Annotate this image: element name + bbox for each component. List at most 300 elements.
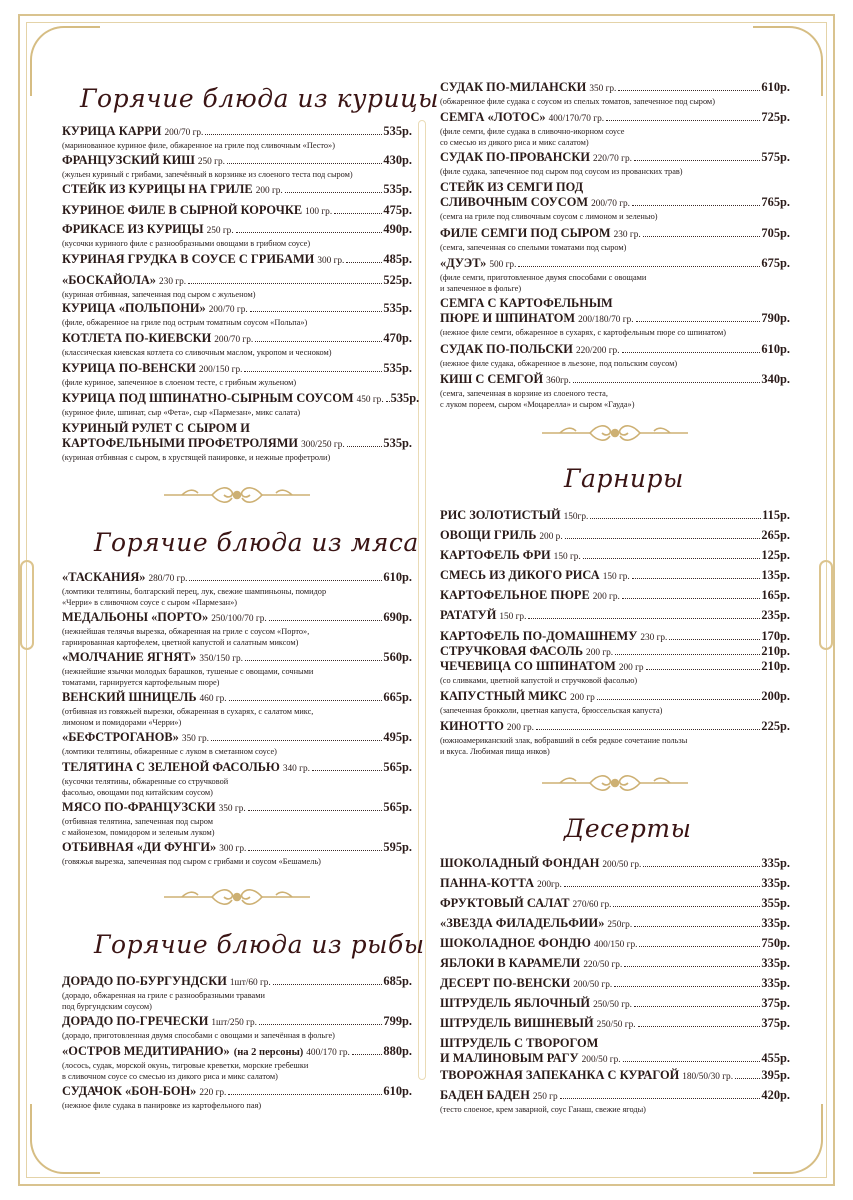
menu-item-description: (ломтики телятины, обжаренные с луком в сметанном соусе): [62, 747, 277, 756]
menu-item-price: 575р.: [761, 150, 790, 164]
menu-item-row: [62, 273, 412, 290]
menu-item-weight: 460 гр.: [199, 694, 227, 704]
menu-item-name: «БЕФСТРОГАНОВ»: [62, 730, 179, 744]
dot-leader: [205, 134, 382, 135]
menu-item-row: [440, 342, 790, 359]
dot-leader: [273, 984, 383, 985]
dot-leader: [583, 558, 761, 559]
menu-item-row: [440, 1068, 790, 1085]
menu-item-row: [440, 719, 790, 736]
menu-item: [62, 730, 412, 758]
menu-item-name: ШОКОЛАДНОЕ ФОНДЮ: [440, 936, 591, 950]
menu-item-row: [62, 182, 412, 199]
menu-item-weight: 200/50 гр.: [573, 980, 613, 990]
menu-item-row: [440, 110, 790, 127]
menu-item: [440, 548, 790, 565]
menu-item: [62, 650, 412, 688]
menu-item: [62, 273, 412, 301]
menu-item-row: [440, 508, 790, 525]
menu-item-weight: 250/50 гр.: [593, 1000, 632, 1010]
menu-item-weight: 220/50 гр.: [583, 960, 623, 970]
dot-leader: [634, 160, 760, 161]
menu-item-weight: 360гр.: [546, 376, 571, 386]
menu-item-name: ШТРУДЕЛЬ ВИШНЕВЫЙ: [440, 1016, 594, 1030]
dot-leader: [615, 654, 760, 655]
menu-item-weight: 200 гр.: [586, 648, 614, 658]
menu-item-weight: 150 гр.: [499, 612, 527, 622]
menu-item-description: (филе судака, запеченное под сыром под соусом из прованских трав): [440, 167, 683, 176]
menu-item-row: [62, 153, 412, 170]
menu-item-price: 535р.: [383, 182, 412, 196]
menu-item-weight: 200/70 гр.: [208, 305, 248, 315]
menu-item-weight: 250 гр.: [206, 226, 234, 236]
dot-leader: [211, 740, 383, 741]
menu-item: [440, 180, 790, 223]
menu-item-name: ТЕЛЯТИНА С ЗЕЛЕНОЙ ФАСОЛЬЮ: [62, 760, 280, 774]
menu-item-name: МЯСО ПО-ФРАНЦУЗСКИ: [62, 800, 216, 814]
side-ornament-icon: [819, 560, 833, 650]
menu-item-name: КОТЛЕТА ПО-КИЕВСКИ: [62, 331, 212, 345]
dot-leader: [622, 598, 761, 599]
menu-item-weight: 230 гр.: [613, 230, 641, 240]
menu-item-row: [440, 150, 790, 167]
dot-leader: [312, 770, 382, 771]
dot-leader: [248, 810, 383, 811]
dot-leader: [255, 341, 382, 342]
menu-item-row: [440, 548, 790, 565]
menu-item-row: [440, 1051, 790, 1068]
menu-item-description: фасолью, овощами под китайским соусом): [62, 787, 213, 797]
menu-item-price: 535р.: [383, 436, 412, 450]
dot-leader: [285, 192, 383, 193]
menu-item-price: 135р.: [761, 568, 790, 582]
menu-item: [440, 1068, 790, 1085]
dot-leader: [606, 120, 760, 121]
dot-leader: [636, 321, 761, 322]
menu-item-weight: 200 гр.: [592, 592, 620, 602]
dot-leader: [597, 699, 761, 700]
menu-item-price: 490р.: [383, 222, 412, 236]
menu-item-description: (филе куриное, запеченное в слоеном тесте, с грибным жульеном): [62, 378, 297, 387]
menu-item-description: (нежное филе судака, обжаренное в льезоне, под польским соусом): [440, 359, 678, 368]
menu-item-description: и запеченное в фольге): [440, 283, 522, 293]
menu-item: [62, 570, 412, 608]
menu-item-price: 455р.: [761, 1051, 790, 1065]
menu-item-price: 565р.: [383, 800, 412, 814]
menu-item-name: КУРИНАЯ ГРУДКА В СОУСЕ С ГРИБАМИ: [62, 252, 315, 266]
menu-item-description: (филе семги, филе судака в сливочно-икорном соусе: [440, 127, 625, 136]
menu-item-price: 335р.: [761, 856, 790, 870]
menu-item-name: КУРИЦА ПО-ВЕНСКИ: [62, 361, 196, 375]
menu-item-description: под бургундским соусом): [62, 1001, 152, 1011]
menu-item-price: 750р.: [761, 936, 790, 950]
menu-item-name: РАТАТУЙ: [440, 608, 497, 622]
menu-item-name: «БОСКАЙОЛА»: [62, 273, 157, 287]
menu-item-weight: 350 гр.: [218, 804, 246, 814]
menu-item-price: 355р.: [761, 896, 790, 910]
menu-item-name: СМЕСЬ ИЗ ДИКОГО РИСА: [440, 568, 600, 582]
menu-item-description: (нежное филе судака в панировке из картофельного пая): [62, 1101, 262, 1110]
menu-item: [440, 80, 790, 108]
menu-item-row: [62, 760, 412, 777]
menu-item-description: со смесью из дикого риса и микс салатом): [440, 137, 589, 147]
menu-item-price: 420р.: [761, 1088, 790, 1102]
menu-item-name: «МОЛЧАНИЕ ЯГНЯТ»: [62, 650, 197, 664]
divider-ornament-icon: [540, 422, 690, 442]
menu-item-price: 485р.: [383, 252, 412, 266]
dot-leader: [638, 1026, 761, 1027]
menu-item: [440, 588, 790, 605]
menu-item-price: 210р.: [761, 644, 790, 658]
menu-item-weight: 250 гр.: [197, 157, 225, 167]
menu-item-row: [440, 856, 790, 873]
dot-leader: [229, 700, 383, 701]
dot-leader: [245, 660, 382, 661]
menu-item-row: [440, 1036, 790, 1051]
divider-ornament-icon: [162, 484, 312, 504]
menu-item-weight: 200/50 гр.: [581, 1055, 621, 1065]
menu-item-price: 790р.: [761, 311, 790, 325]
menu-item: [440, 608, 790, 625]
menu-item-name: СТЕЙК ИЗ СЕМГИ ПОД: [440, 180, 584, 194]
menu-item-row: [440, 608, 790, 625]
menu-item: [440, 256, 790, 294]
menu-item: [440, 936, 790, 953]
menu-item-description: (семга, запеченная в корзине из слоеного теста,: [440, 389, 608, 398]
menu-item: [62, 1044, 412, 1082]
dot-leader: [248, 850, 382, 851]
menu-item-row: [440, 180, 790, 195]
menu-item-description: лимоном и помидорами «Черри»): [62, 717, 182, 727]
menu-item: [62, 203, 412, 220]
menu-item-weight: 280/70 гр.: [148, 574, 188, 584]
menu-item: [62, 182, 412, 199]
menu-item-weight: 300/250 гр.: [301, 440, 345, 450]
menu-item-name: СУДАК ПО-ПРОВАНСКИ: [440, 150, 590, 164]
dot-leader: [613, 906, 760, 907]
menu-item-price: 375р.: [761, 996, 790, 1010]
menu-item: [62, 800, 412, 838]
menu-item-weight: 400/170/70 гр.: [548, 114, 605, 124]
menu-item-name: СУДАК ПО-МИЛАНСКИ: [440, 80, 587, 94]
menu-item: [440, 896, 790, 913]
menu-item: [440, 659, 790, 687]
dot-leader: [669, 639, 760, 640]
menu-item: [62, 252, 412, 269]
dot-leader: [622, 352, 761, 353]
dot-leader: [564, 886, 761, 887]
menu-item-row: [62, 1014, 412, 1031]
menu-item-name: КУРИНЫЙ РУЛЕТ С СЫРОМ И: [62, 421, 250, 435]
side-ornament-icon: [20, 560, 34, 650]
menu-item-price: 395р.: [761, 1068, 790, 1082]
menu-item-weight: 200 р.: [539, 532, 563, 542]
menu-item: [440, 689, 790, 717]
menu-item-row: [62, 331, 412, 348]
menu-item-weight: 200/70 гр.: [164, 128, 204, 138]
menu-item-price: 525р.: [383, 273, 412, 287]
menu-item-row: [440, 195, 790, 212]
menu-item-row: [62, 1044, 412, 1061]
menu-item-name: ПЮРЕ И ШПИНАТОМ: [440, 311, 576, 325]
menu-item-row: [62, 301, 412, 318]
menu-item-row: [62, 610, 412, 627]
menu-item-name: ОВОЩИ ГРИЛЬ: [440, 528, 537, 542]
menu-item-weight: 200 гр: [570, 693, 595, 703]
menu-item-weight: 200 гр.: [255, 186, 283, 196]
menu-item-row: [62, 1084, 412, 1101]
menu-item-name: ФРУКТОВЫЙ САЛАТ: [440, 896, 570, 910]
menu-item-name: МЕДАЛЬОНЫ «ПОРТО»: [62, 610, 209, 624]
menu-item: [62, 153, 412, 181]
menu-item-name: СЕМГА «ЛОТОС»: [440, 110, 546, 124]
menu-item-row: [440, 80, 790, 97]
corner-ornament-icon: [30, 1104, 100, 1174]
dot-leader: [643, 236, 761, 237]
menu-item-row: [440, 568, 790, 585]
menu-item-description: «Черри» в сливочном соусе с сыром «Пармезан»): [62, 597, 238, 607]
menu-item-weight: 300 гр.: [219, 844, 247, 854]
menu-item-row: [62, 570, 412, 587]
menu-item-weight: 1шт/60 гр.: [229, 978, 271, 988]
menu-item: [440, 1016, 790, 1033]
menu-item-price: 799р.: [383, 1014, 412, 1028]
menu-item-description: (обжаренное филе судака с соусом из спелых томатов, запеченное под сыром): [440, 97, 715, 106]
menu-item-row: [440, 1016, 790, 1033]
menu-item: [62, 1084, 412, 1112]
menu-item-name: КАРТОФЕЛЬНОЕ ПЮРЕ: [440, 588, 590, 602]
menu-item-description: (дорадо, приготовленная двумя способами с овощами и запечённая в фольге): [62, 1031, 335, 1040]
section-title-sides: Гарниры: [564, 464, 684, 493]
dot-leader: [346, 262, 382, 263]
menu-item-description: в сливочном соусе со смесью из дикого риса и микс салатом): [62, 1071, 278, 1081]
menu-item-weight: 400/170 гр.: [306, 1048, 350, 1058]
menu-item-weight: 500 гр.: [489, 260, 517, 270]
menu-item-price: 165р.: [761, 588, 790, 602]
menu-item-row: [62, 361, 412, 378]
menu-item-weight: 230 гр.: [640, 633, 668, 643]
menu-item-description: (лосось, судак, морской окунь, тигровые креветки, морские гребешки: [62, 1061, 309, 1070]
menu-item-description: (классическая киевская котлета со сливочным маслом, укропом и чесноком): [62, 348, 332, 357]
menu-item-price: 235р.: [761, 608, 790, 622]
menu-item-price: 225р.: [761, 719, 790, 733]
menu-item: [62, 391, 420, 419]
dot-leader: [634, 926, 760, 927]
menu-item-price: 265р.: [761, 528, 790, 542]
menu-item-name: ОТБИВНАЯ «ДИ ФУНГИ»: [62, 840, 217, 854]
menu-item-price: 170р.: [761, 629, 790, 643]
menu-item: [440, 976, 790, 993]
dot-leader: [244, 371, 382, 372]
menu-item-name: И МАЛИНОВЫМ РАГУ: [440, 1051, 579, 1065]
menu-item: [62, 222, 412, 250]
dot-leader: [565, 538, 761, 539]
menu-item: [440, 372, 790, 410]
dot-leader: [518, 266, 760, 267]
menu-item-name: СТЕЙК ИЗ КУРИЦЫ НА ГРИЛЕ: [62, 182, 253, 196]
dot-leader: [646, 669, 761, 670]
menu-item-row: [440, 588, 790, 605]
menu-item: [62, 610, 412, 648]
menu-item-description: (семга, запеченная со спелыми томатами под сыром): [440, 243, 627, 252]
divider-ornament-icon: [162, 886, 312, 906]
dot-leader: [639, 946, 760, 947]
menu-item-name: ШТРУДЕЛЬ ЯБЛОЧНЫЙ: [440, 996, 591, 1010]
menu-item-name: КИШ С СЕМГОЙ: [440, 372, 544, 386]
menu-item-name: КАРТОФЕЛЬНЫМИ ПРОФЕТРОЛЯМИ: [62, 436, 299, 450]
menu-item-name: ЯБЛОКИ В КАРАМЕЛИ: [440, 956, 581, 970]
menu-item: [440, 528, 790, 545]
menu-item-price: 535р.: [383, 301, 412, 315]
menu-item: [62, 421, 412, 464]
menu-item-description: (филе семги, приготовленное двумя способами с овощами: [440, 273, 647, 282]
menu-item-row: [440, 311, 790, 328]
dot-leader: [250, 311, 383, 312]
menu-item-name: «ОСТРОВ МЕДИТИРАНИО»: [62, 1044, 230, 1058]
menu-item: [440, 1036, 790, 1068]
menu-item: [440, 916, 790, 933]
menu-item-description: (куриная отбивная с сыром, в хрустящей панировке, и нежные профетроли): [62, 453, 331, 462]
menu-item-name: КУРИНОЕ ФИЛЕ В СЫРНОЙ КОРОЧКЕ: [62, 203, 303, 217]
menu-item-price: 595р.: [383, 840, 412, 854]
menu-item-price: 565р.: [383, 760, 412, 774]
menu-item: [440, 226, 790, 254]
menu-item-name: КАРТОФЕЛЬ ФРИ: [440, 548, 551, 562]
menu-item-row: [62, 203, 412, 220]
menu-item-description: с луком пореем, сыром «Моцарелла» и сыром «Гауда»): [440, 399, 635, 409]
menu-item-description: (жульен куриный с грибами, запечённый в корзинке из слоеного теста под сыром): [62, 170, 353, 179]
menu-item-name: ФРИКАСЕ ИЗ КУРИЦЫ: [62, 222, 204, 236]
menu-item: [440, 956, 790, 973]
menu-item-weight: 400/150 гр.: [593, 940, 638, 950]
menu-item-description: (ломтики телятины, болгарский перец, лук, свежие шампиньоны, помидор: [62, 587, 327, 596]
menu-item-description: (дорадо, обжаренная на гриле с разнообразными травами: [62, 991, 265, 1000]
menu-item-row: [440, 896, 790, 913]
menu-item-price: 725р.: [761, 110, 790, 124]
menu-item: [62, 760, 412, 798]
menu-item-price: 335р.: [761, 876, 790, 890]
dot-leader: [623, 1061, 761, 1062]
menu-item-price: 200р.: [761, 689, 790, 703]
menu-item-price: 560р.: [383, 650, 412, 664]
menu-item: [62, 974, 412, 1012]
menu-item-description: (запеченная брокколи, цветная капуста, брюссельская капуста): [440, 706, 663, 715]
menu-item-price: 340р.: [761, 372, 790, 386]
dot-leader: [188, 283, 382, 284]
menu-item-row: [440, 528, 790, 545]
menu-item-row: [62, 252, 412, 269]
menu-item: [440, 342, 790, 370]
dot-leader: [536, 729, 760, 730]
menu-item-price: 125р.: [761, 548, 790, 562]
menu-item-name: БАДЕН БАДЕН: [440, 1088, 530, 1102]
menu-item-name: ШОКОЛАДНЫЙ ФОНДАН: [440, 856, 600, 870]
menu-item-name: КИНОТТО: [440, 719, 504, 733]
menu-item-row: [440, 976, 790, 993]
dot-leader: [386, 401, 390, 402]
menu-item-weight: 200/70 гр.: [214, 335, 254, 345]
dot-leader: [634, 1006, 760, 1007]
menu-item-weight: 220/70 гр.: [593, 154, 632, 164]
menu-item-description: (нежнейшая телячья вырезка, обжаренная на гриле с соусом «Порто»,: [62, 627, 310, 636]
menu-item-name: ФИЛЕ СЕМГИ ПОД СЫРОМ: [440, 226, 611, 240]
menu-item: [62, 690, 412, 728]
menu-item-weight: 150 гр.: [553, 552, 581, 562]
menu-item-weight: 200/150 гр.: [198, 365, 243, 375]
menu-item: [440, 1088, 790, 1116]
menu-item-weight: 200/180/70 гр.: [578, 315, 634, 325]
dot-leader: [614, 986, 760, 987]
dot-leader: [632, 578, 761, 579]
menu-item-weight: 250/100/70 гр.: [211, 614, 267, 624]
menu-item-weight: 450 гр.: [356, 395, 384, 405]
menu-item-weight: 230 гр.: [159, 277, 187, 287]
menu-item: [440, 150, 790, 178]
menu-item-name: КАПУСТНЫЙ МИКС: [440, 689, 568, 703]
menu-item-price: 610р.: [383, 570, 412, 584]
menu-item-row: [62, 690, 412, 707]
menu-item-description: (маринованное куриное филе, обжаренное на гриле под сливочным «Песто»): [62, 141, 335, 150]
dot-leader: [236, 232, 383, 233]
menu-item-name: ВЕНСКИЙ ШНИЦЕЛЬ: [62, 690, 197, 704]
menu-item-row: [440, 256, 790, 273]
menu-item: [440, 856, 790, 873]
dot-leader: [334, 213, 382, 214]
menu-item-row: [440, 916, 790, 933]
menu-item-note: (на 2 персоны): [233, 1047, 304, 1058]
menu-item-price: 690р.: [383, 610, 412, 624]
menu-item-weight: 350/150 гр.: [199, 654, 243, 664]
menu-item-row: [440, 226, 790, 243]
section-title-fish: Горячие блюда из рыбы: [94, 930, 425, 959]
menu-item-weight: 200 гр: [618, 663, 644, 673]
menu-item-row: [62, 124, 412, 141]
menu-item-name: РИС ЗОЛОТИСТЫЙ: [440, 508, 561, 522]
menu-item-weight: 150гр.: [563, 512, 589, 522]
menu-item-price: 335р.: [761, 916, 790, 930]
menu-item-weight: 200/70 гр.: [591, 199, 630, 209]
menu-item-price: 535р.: [383, 124, 412, 138]
dot-leader: [560, 1098, 761, 1099]
menu-item-row: [440, 996, 790, 1013]
menu-item-row: [62, 800, 412, 817]
menu-item: [440, 110, 790, 148]
menu-item-weight: 220/200 гр.: [575, 346, 620, 356]
menu-item: [440, 876, 790, 893]
menu-item-description: и вкуса. Любимая пища инков): [440, 746, 550, 756]
menu-item-name: КУРИЦА КАРРИ: [62, 124, 162, 138]
menu-item-price: 665р.: [383, 690, 412, 704]
dot-leader: [590, 518, 761, 519]
dot-leader: [618, 90, 760, 91]
menu-item: [62, 301, 412, 329]
menu-item-description: (говяжья вырезка, запеченная под сыром с грибами и соусом «Бешамель): [62, 857, 321, 866]
dot-leader: [259, 1024, 383, 1025]
menu-item-name: СТРУЧКОВАЯ ФАСОЛЬ: [440, 644, 584, 658]
menu-item-description: (филе, обжаренное на гриле под острым томатным соусом «Польпа»): [62, 318, 308, 327]
menu-item-row: [440, 659, 790, 676]
menu-item-name: «ЗВЕЗДА ФИЛАДЕЛЬФИИ»: [440, 916, 605, 930]
menu-item-description: (куриная отбивная, запеченная под сыром с жульеном): [62, 290, 256, 299]
dot-leader: [352, 1054, 383, 1055]
dot-leader: [573, 382, 761, 383]
menu-item-price: 705р.: [761, 226, 790, 240]
menu-item-name: «ТАСКАНИЯ»: [62, 570, 146, 584]
menu-item-weight: 100 гр.: [305, 207, 333, 217]
menu-item-weight: 200гр.: [537, 880, 562, 890]
menu-item-row: [440, 1088, 790, 1105]
menu-item: [62, 1014, 412, 1042]
